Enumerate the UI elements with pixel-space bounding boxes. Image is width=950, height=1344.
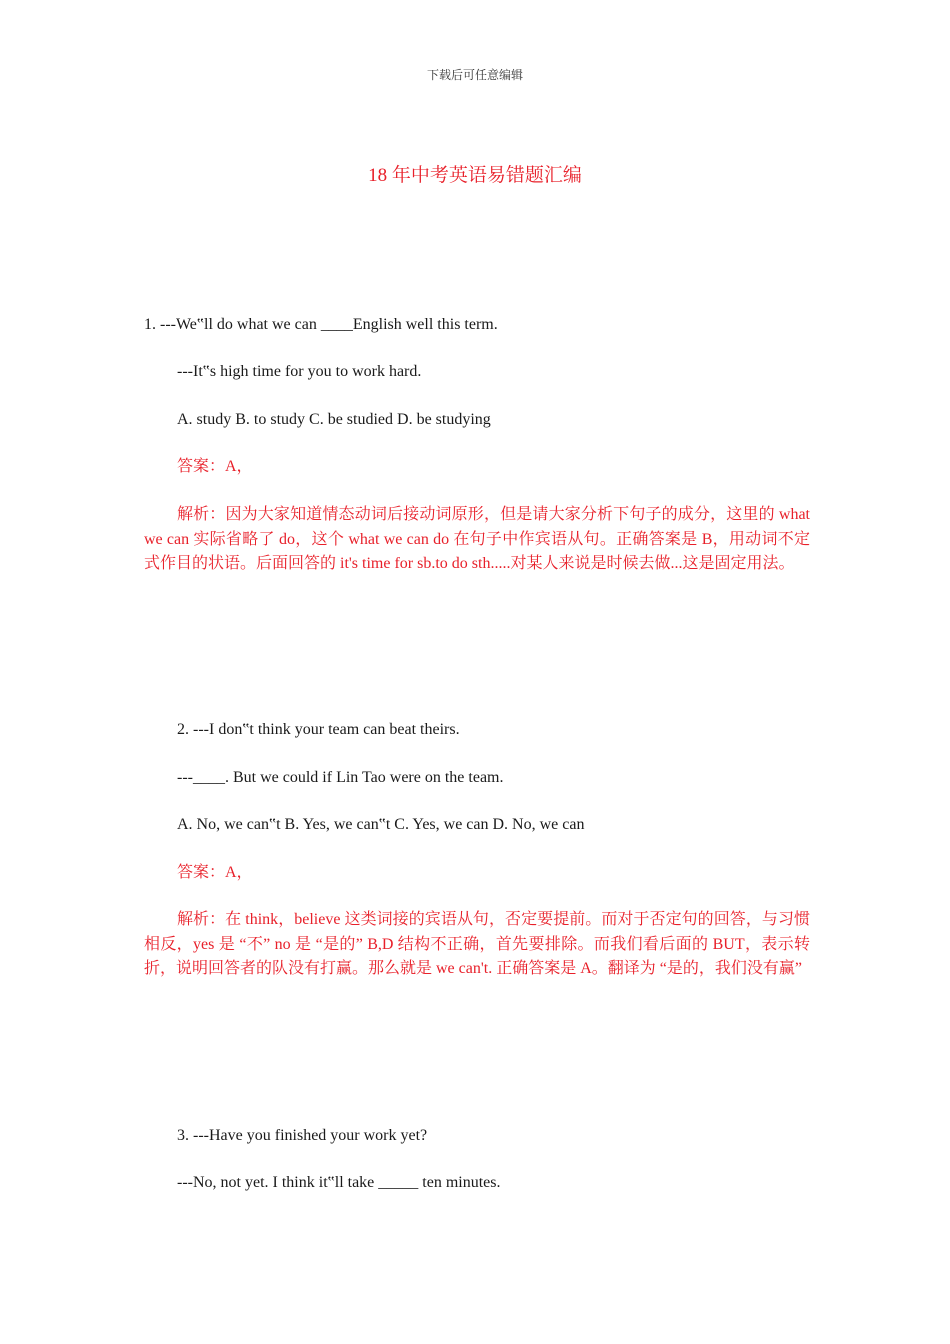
page-header: 下载后可任意编辑 — [426, 68, 523, 82]
question-2-analysis: 解析：在 think，believe 这类词接的宾语从句，否定要提前。而对于否定句的回答，与习惯相反，yes 是 “不” no 是 “是的” B,D 结构不正确，首先要排除。而我们看后面的 BUT，表示转折，说明回答者的队没有打赢。那么就是 we can't. 正确答案是 A。翻译为 “是的，我们没有赢” — [144, 911, 810, 978]
question-2-answer: 答案：A， — [177, 864, 253, 881]
question-1-answer: 答案：A， — [177, 458, 253, 475]
question-1-options: A. study B. to study C. be studied D. be studying — [177, 411, 491, 428]
question-2-stem: 2. ---I don‟t think your team can beat theirs. — [177, 721, 460, 738]
question-3-stem: 3. ---Have you finished your work yet? — [177, 1127, 428, 1144]
question-1-stem: 1. ---We‟ll do what we can ____English well this term. — [144, 316, 498, 333]
question-1-analysis: 解析：因为大家知道情态动词后接动词原形，但是请大家分析下句子的成分，这里的 what we can 实际省略了 do，这个 what we can do 在句子中作宾语从句。正确答案是 B，用动词不定式作目的状语。后面回答的 it's time for sb.to do sth.....对某人来说是时候去做...这是固定用法。 — [144, 506, 810, 573]
question-3-reply: ---No, not yet. I think it‟ll take _____ ten minutes. — [177, 1174, 501, 1191]
document-title: 18 年中考英语易错题汇编 — [368, 165, 582, 186]
question-2-options: A. No, we can‟t B. Yes, we can‟t C. Yes, we can D. No, we can — [177, 816, 585, 833]
question-1-reply: ---It‟s high time for you to work hard. — [177, 363, 422, 380]
question-2-reply: ---____. But we could if Lin Tao were on the team. — [177, 769, 504, 786]
